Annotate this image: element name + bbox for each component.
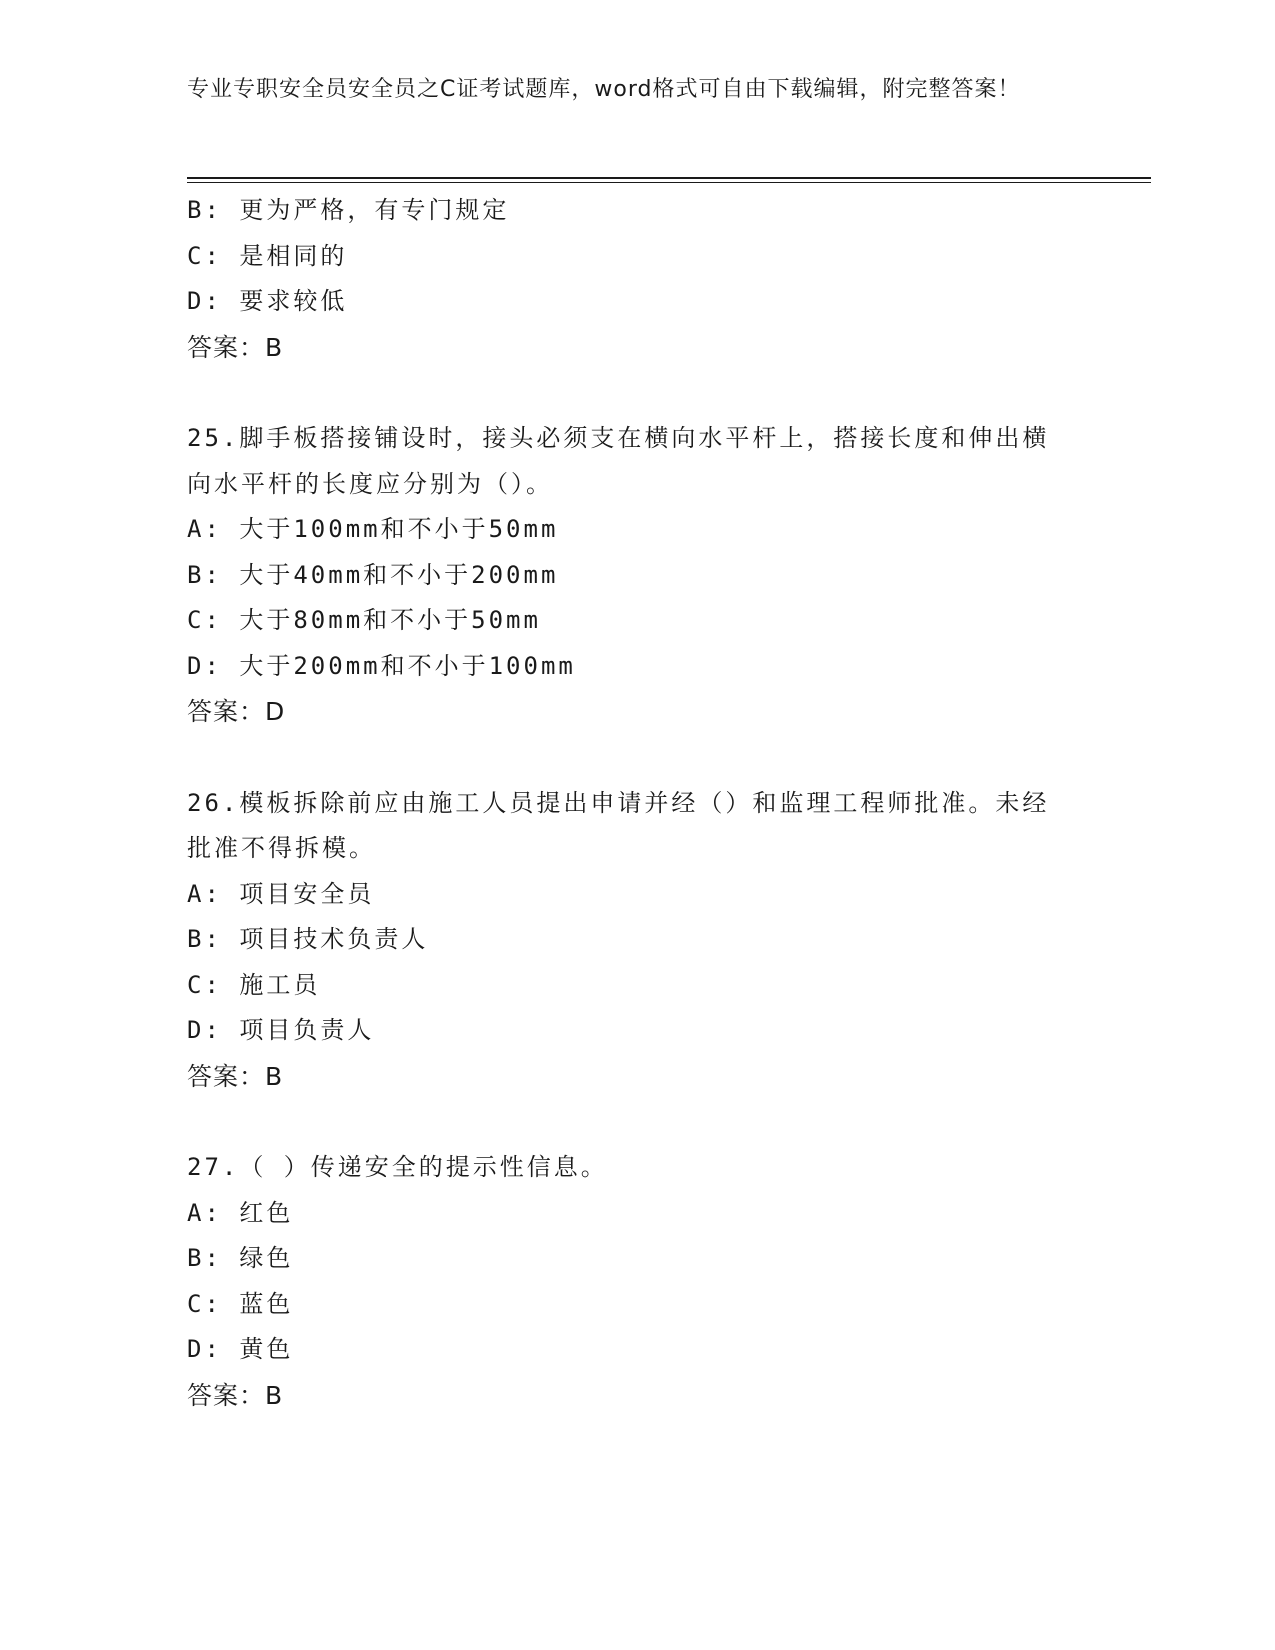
answer-line: 答案：B — [187, 1061, 284, 1091]
question-25 — [187, 416, 1087, 735]
option-b: B: 绿色 — [187, 1244, 294, 1272]
option-a: A: 项目安全员 — [187, 879, 375, 908]
question-gap — [187, 735, 1087, 781]
question-26 — [187, 781, 1087, 1100]
question-stem: 27.（ ）传递安全的提示性信息。 — [187, 1153, 608, 1181]
option-a: A: 红色 — [187, 1198, 294, 1227]
question-gap — [187, 370, 1087, 416]
option-d: D: 要求较低 — [187, 287, 348, 315]
option-c: C: 蓝色 — [187, 1289, 294, 1318]
option-c: C: 大于80mm和不小于50mm — [187, 606, 541, 634]
answer-line: 答案：B — [187, 332, 284, 362]
header-divider-thin — [187, 182, 1151, 183]
option-a: A: 大于100mm和不小于50mm — [187, 515, 559, 543]
question-stem: 26.模板拆除前应由施工人员提出申请并经（）和监理工程师批准。未经批准不得拆模。 — [187, 788, 1050, 862]
header-divider-thick — [187, 177, 1151, 179]
question-list — [187, 188, 1087, 1418]
option-c: C: 施工员 — [187, 970, 321, 999]
option-d: D: 黄色 — [187, 1335, 294, 1363]
option-d: D: 大于200mm和不小于100mm — [187, 651, 576, 680]
question-stem: 25.脚手板搭接铺设时，接头必须支在横向水平杆上，搭接长度和伸出横向水平杆的长度应分别为（）。 — [187, 424, 1050, 498]
option-d: D: 项目负责人 — [187, 1016, 375, 1044]
answer-line: 答案：D — [187, 697, 286, 726]
answer-line: 答案：B — [187, 1380, 284, 1410]
document-header: 专业专职安全员安全员之C证考试题库，word格式可自由下载编辑，附完整答案！ — [187, 77, 1021, 102]
option-b: B: 项目技术负责人 — [187, 925, 429, 953]
question-27 — [187, 1145, 1087, 1418]
option-c: C: 是相同的 — [187, 241, 348, 270]
question-gap — [187, 1099, 1087, 1145]
question-24-continued — [187, 188, 1087, 370]
option-b: B: 大于40mm和不小于200mm — [187, 560, 559, 589]
option-b: B: 更为严格，有专门规定 — [187, 196, 510, 224]
